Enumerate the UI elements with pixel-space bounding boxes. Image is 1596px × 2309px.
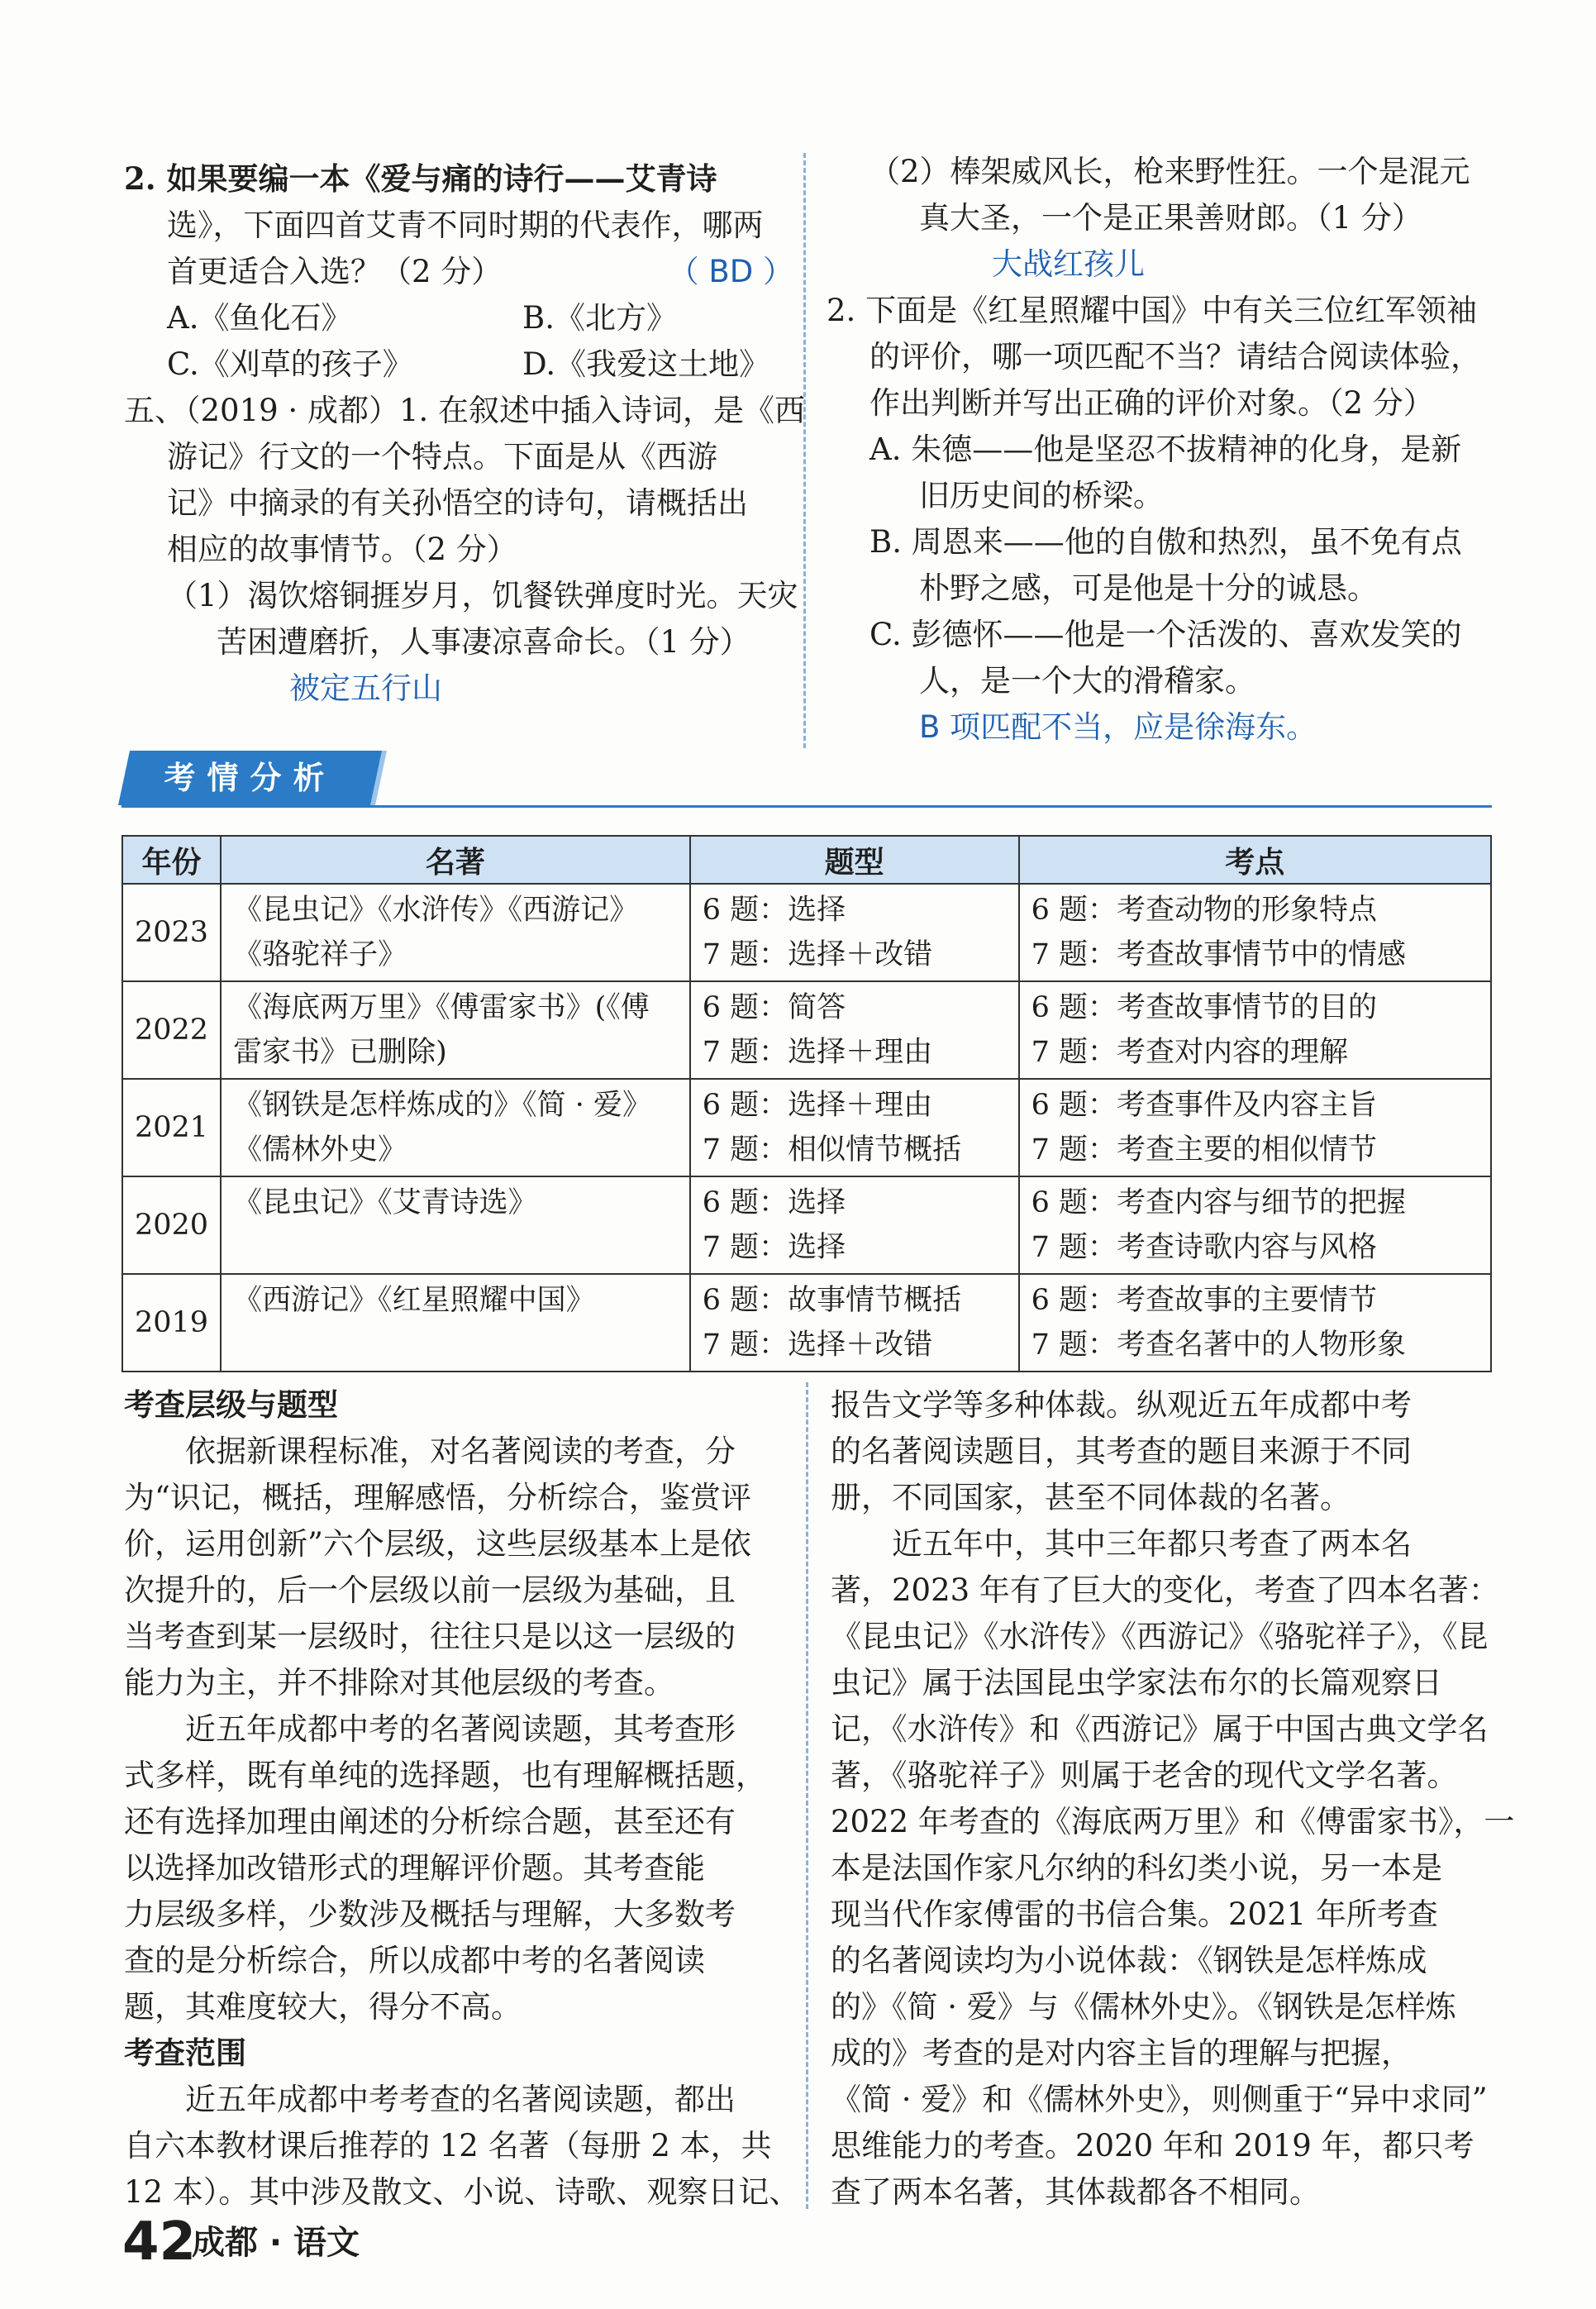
section-heading-levels: 考查层级与题型 (124, 1387, 338, 1423)
cell-exam-points (1019, 981, 1491, 1079)
cell-books (221, 981, 690, 1079)
option-d: D.《我爱这土地》 (522, 346, 770, 382)
cell-books-line: 雷家书》已删除) (233, 1036, 447, 1069)
paragraph-line: 现当代作家傅雷的书信合集。2021 年所考查 (831, 1896, 1438, 1932)
question-2b-line-3: 作出判断并写出正确的评价对象。（2 分） (869, 385, 1434, 421)
option-b: B.《北方》 (522, 300, 677, 336)
paragraph-line: 册，不同国家，甚至不同体裁的名著。 (831, 1480, 1351, 1515)
paragraph-line: 记，《水浒传》和《西游记》属于中国古典文学名 (831, 1711, 1489, 1747)
section-heading-scope: 考查范围 (124, 2035, 246, 2071)
cell-question-type-line: 6 题：选择 (702, 894, 846, 927)
section-5-line-4: 相应的故事情节。（2 分） (167, 532, 517, 567)
paragraph-line: 近五年成都中考的名著阅读题，其考查形 (124, 1711, 736, 1747)
paragraph-forms (124, 1706, 793, 2030)
cell-exam-points-line: 7 题：考查名著中的人物形象 (1031, 1329, 1406, 1362)
exam-analysis-title: 考情分析 (164, 760, 336, 796)
question-2b-answer: B 项匹配不当，应是徐海东。 (919, 709, 1317, 745)
table-header-row (122, 836, 1491, 884)
paragraph-line: 2022 年考查的《海底两万里》和《傅雷家书》，一 (831, 1804, 1515, 1839)
paragraph-line: 的》《简 · 爱》与《儒林外史》。《钢铁是怎样炼 (831, 1989, 1456, 2025)
cell-exam-points (1019, 1079, 1491, 1176)
paragraph-line: 著，2023 年有了巨大的变化，考查了四本名著： (831, 1572, 1499, 1608)
cell-question-type (690, 981, 1019, 1079)
cell-question-type-line: 6 题：故事情节概括 (702, 1284, 962, 1317)
paragraph-line: 虫记》属于法国昆虫学家法布尔的长篇观察日 (831, 1665, 1442, 1701)
cell-year: 2023 (122, 884, 221, 981)
table-row (122, 1274, 1491, 1372)
cell-books (221, 1079, 690, 1176)
paragraph-line: 《昆虫记》《水浒传》《西游记》《骆驼祥子》，《昆 (831, 1619, 1489, 1654)
cell-year: 2020 (122, 1176, 221, 1274)
question-2-line-3: 首更适合入选？（2 分） （ BD ） (124, 249, 785, 295)
question-2b-line-2: 的评价，哪一项匹配不当？请结合阅读体验， (869, 339, 1481, 374)
exam-analysis-table (121, 835, 1492, 1372)
paragraph-line: 的名著阅读均为小说体裁：《钢铁是怎样炼成 (831, 1943, 1427, 1978)
paragraph-line: 题，其难度较大，得分不高。 (124, 1989, 522, 2025)
sub-question-2-line-1: （2）棒架威风长，枪来野性狂。一个是混元 (869, 154, 1470, 189)
cell-exam-points-line: 6 题：考查故事的主要情节 (1031, 1284, 1377, 1317)
cell-exam-points-line: 6 题：考查故事情节的目的 (1031, 991, 1377, 1024)
paragraph-recent-years (831, 1521, 1515, 2216)
table-body (122, 884, 1491, 1372)
paragraph-line: 次提升的，后一个层级以前一层级为基础，且 (124, 1572, 736, 1608)
paragraph-line: 著，《骆驼祥子》则属于老舍的现代文学名著。 (831, 1758, 1458, 1793)
cell-question-type-line: 7 题：选择＋改错 (702, 938, 933, 971)
paragraph-line: 以选择加改错形式的理解评价题。其考查能 (124, 1850, 705, 1886)
option-a: A.《鱼化石》 (167, 300, 352, 336)
table-row (122, 1079, 1491, 1176)
cell-question-type-line: 6 题：选择＋理由 (702, 1089, 933, 1122)
cell-exam-points-line: 6 题：考查动物的形象特点 (1031, 894, 1377, 927)
option-c: C.《刈草的孩子》 (167, 346, 413, 382)
option-b-line-2: 朴野之感，可是他是十分的诚恳。 (919, 570, 1378, 606)
paragraph-line: 依据新课程标准，对名著阅读的考查，分 (124, 1434, 736, 1469)
question-2-line-2: 选》，下面四首艾青不同时期的代表作，哪两 (167, 208, 764, 243)
paragraph-line: 查的是分析综合，所以成都中考的名著阅读 (124, 1943, 705, 1978)
cell-question-type-line: 7 题：相似情节概括 (702, 1133, 962, 1166)
question-2-options-ab (124, 295, 785, 341)
paragraph-line: 价，运用创新”六个层级，这些层级基本上是依 (124, 1526, 751, 1562)
sub-question-1-line-1: （1）渴饮熔铜捱岁月，饥餐铁弹度时光。天灾 (167, 578, 798, 613)
paragraph-line: 当考查到某一层级时，往往只是以这一层级的 (124, 1619, 736, 1654)
question-2-line-1: 2. 如果要编一本《爱与痛的诗行——艾青诗 (124, 160, 717, 197)
exam-analysis-banner (118, 751, 382, 805)
paragraph-line: 的名著阅读题目，其考查的题目来源于不同 (831, 1434, 1412, 1469)
option-a-line-1: A. 朱德——他是坚忍不拔精神的化身，是新 (869, 432, 1462, 467)
paragraph-levels (124, 1429, 793, 1706)
page-number: 42 (122, 2211, 197, 2273)
cell-books-line: 《昆虫记》《艾青诗选》 (233, 1186, 537, 1219)
cell-year: 2022 (122, 981, 221, 1079)
cell-books-line: 《海底两万里》《傅雷家书》(《傅 (233, 991, 650, 1024)
option-b-line-1: B. 周恩来——他的自傲和热烈，虽不免有点 (869, 524, 1462, 560)
sub-question-2-answer: 大战红孩儿 (992, 246, 1145, 282)
question-2b-line-1: 2. 下面是《红星照耀中国》中有关三位红军领袖 (827, 293, 1478, 328)
cell-question-type (690, 1176, 1019, 1274)
cell-books-line (233, 1323, 678, 1367)
paragraph-line: 为“识记，概括，理解感悟，分析综合，鉴赏评 (124, 1480, 751, 1515)
cell-books (221, 884, 690, 981)
header-exam-points: 考点 (1019, 836, 1491, 884)
cell-books (221, 1176, 690, 1274)
paragraph-line: 本是法国作家凡尔纳的科幻类小说，另一本是 (831, 1850, 1442, 1886)
book-label: 成都 · 语文 (192, 2224, 360, 2262)
cell-question-type (690, 1079, 1019, 1176)
cell-exam-points-line: 7 题：考查对内容的理解 (1031, 1036, 1348, 1069)
paragraph-line: 近五年中，其中三年都只考查了两本名 (831, 1526, 1412, 1562)
banner-rule (121, 805, 1492, 808)
question-2-options-cd (124, 341, 785, 388)
cell-exam-points-line: 7 题：考查主要的相似情节 (1031, 1133, 1377, 1166)
cell-question-type-line: 7 题：选择＋理由 (702, 1036, 933, 1069)
top-right-column (827, 149, 1496, 751)
cell-exam-points-line: 6 题：考查事件及内容主旨 (1031, 1089, 1377, 1122)
cell-exam-points (1019, 1176, 1491, 1274)
table-row (122, 981, 1491, 1079)
sub-question-2-line-2: 真大圣，一个是正果善财郎。（1 分） (919, 200, 1422, 236)
paragraph-line: 《简 · 爱》和《儒林外史》，则侧重于“异中求同” (831, 2082, 1488, 2117)
bottom-left-column (124, 1382, 800, 2216)
paragraph-line: 式多样，既有单纯的选择题，也有理解概括题， (124, 1758, 766, 1793)
paragraph-line: 能力为主，并不排除对其他层级的考查。 (124, 1665, 674, 1701)
paragraph-line: 力层级多样，少数涉及概括与理解，大多数考 (124, 1896, 736, 1932)
header-question-type: 题型 (690, 836, 1019, 884)
cell-books-line: 《昆虫记》《水浒传》《西游记》 (233, 894, 639, 927)
cell-year: 2019 (122, 1274, 221, 1372)
bottom-right-column (831, 1382, 1515, 2216)
cell-exam-points-line: 7 题：考查故事情节中的情感 (1031, 938, 1406, 971)
cell-question-type-line: 7 题：选择 (702, 1231, 846, 1264)
header-year: 年份 (122, 836, 221, 884)
sub-question-1-answer: 被定五行山 (289, 670, 442, 706)
paragraph-line: 近五年成都中考考查的名著阅读题，都出 (124, 2082, 736, 2117)
cell-year: 2021 (122, 1079, 221, 1176)
paragraph-line: 报告文学等多种体裁。纵观近五年成都中考 (831, 1387, 1412, 1423)
sub-question-1-line-2: 苦困遭磨折，人事凄凉喜命长。（1 分） (217, 624, 750, 660)
question-2-answer: （ BD ） (668, 254, 793, 289)
cell-books-line: 《骆驼祥子》 (233, 938, 407, 971)
paragraph-line: 12 本）。其中涉及散文、小说、诗歌、观察日记、 (124, 2174, 800, 2210)
option-c-line-2: 人，是一个大的滑稽家。 (919, 663, 1255, 699)
option-a-line-2: 旧历史间的桥梁。 (919, 478, 1164, 513)
cell-question-type (690, 884, 1019, 981)
cell-exam-points-line: 7 题：考查诗歌内容与风格 (1031, 1231, 1377, 1264)
paragraph-line: 查了两本名著，其体裁都各不相同。 (831, 2174, 1320, 2210)
option-c-line-1: C. 彭德怀——他是一个活泼的、喜欢发笑的 (869, 617, 1462, 652)
cell-question-type-line: 6 题：选择 (702, 1186, 846, 1219)
cell-question-type-line: 6 题：简答 (702, 991, 846, 1024)
cell-question-type (690, 1274, 1019, 1372)
cell-exam-points-line: 6 题：考查内容与细节的把握 (1031, 1186, 1406, 1219)
cell-books-line (233, 1225, 678, 1270)
cell-books-line: 《钢铁是怎样炼成的》《简 · 爱》 (233, 1089, 651, 1122)
header-books: 名著 (221, 836, 690, 884)
paragraph-line: 还有选择加理由阐述的分析综合题，甚至还有 (124, 1804, 736, 1839)
column-divider-bottom (806, 1382, 808, 2209)
cell-books-line: 《儒林外史》 (233, 1133, 407, 1166)
cell-books-line: 《西游记》《红星照耀中国》 (233, 1284, 595, 1317)
paragraph-line: 思维能力的考查。2020 年和 2019 年，都只考 (831, 2128, 1475, 2163)
cell-question-type-line: 7 题：选择＋改错 (702, 1329, 933, 1362)
cell-exam-points (1019, 884, 1491, 981)
table-row (122, 884, 1491, 981)
top-left-column (124, 155, 806, 712)
paragraph-scope (124, 2077, 800, 2216)
paragraph-scope-continued (831, 1382, 1500, 1521)
column-divider-top (803, 153, 806, 748)
cell-books (221, 1274, 690, 1372)
paragraph-line: 成的》考查的是对内容主旨的理解与把握， (831, 2035, 1412, 2071)
section-5-line-2: 游记》行文的一个特点。下面是从《西游 (167, 439, 717, 475)
cell-exam-points (1019, 1274, 1491, 1372)
paragraph-line: 自六本教材课后推荐的 12 名著（每册 2 本，共 (124, 2128, 772, 2163)
section-5-line-3: 记》中摘录的有关孙悟空的诗句，请概括出 (167, 485, 748, 521)
table-row (122, 1176, 1491, 1274)
section-5-line-1: 五、（2019 · 成都）1. 在叙述中插入诗词，是《西 (124, 393, 806, 428)
